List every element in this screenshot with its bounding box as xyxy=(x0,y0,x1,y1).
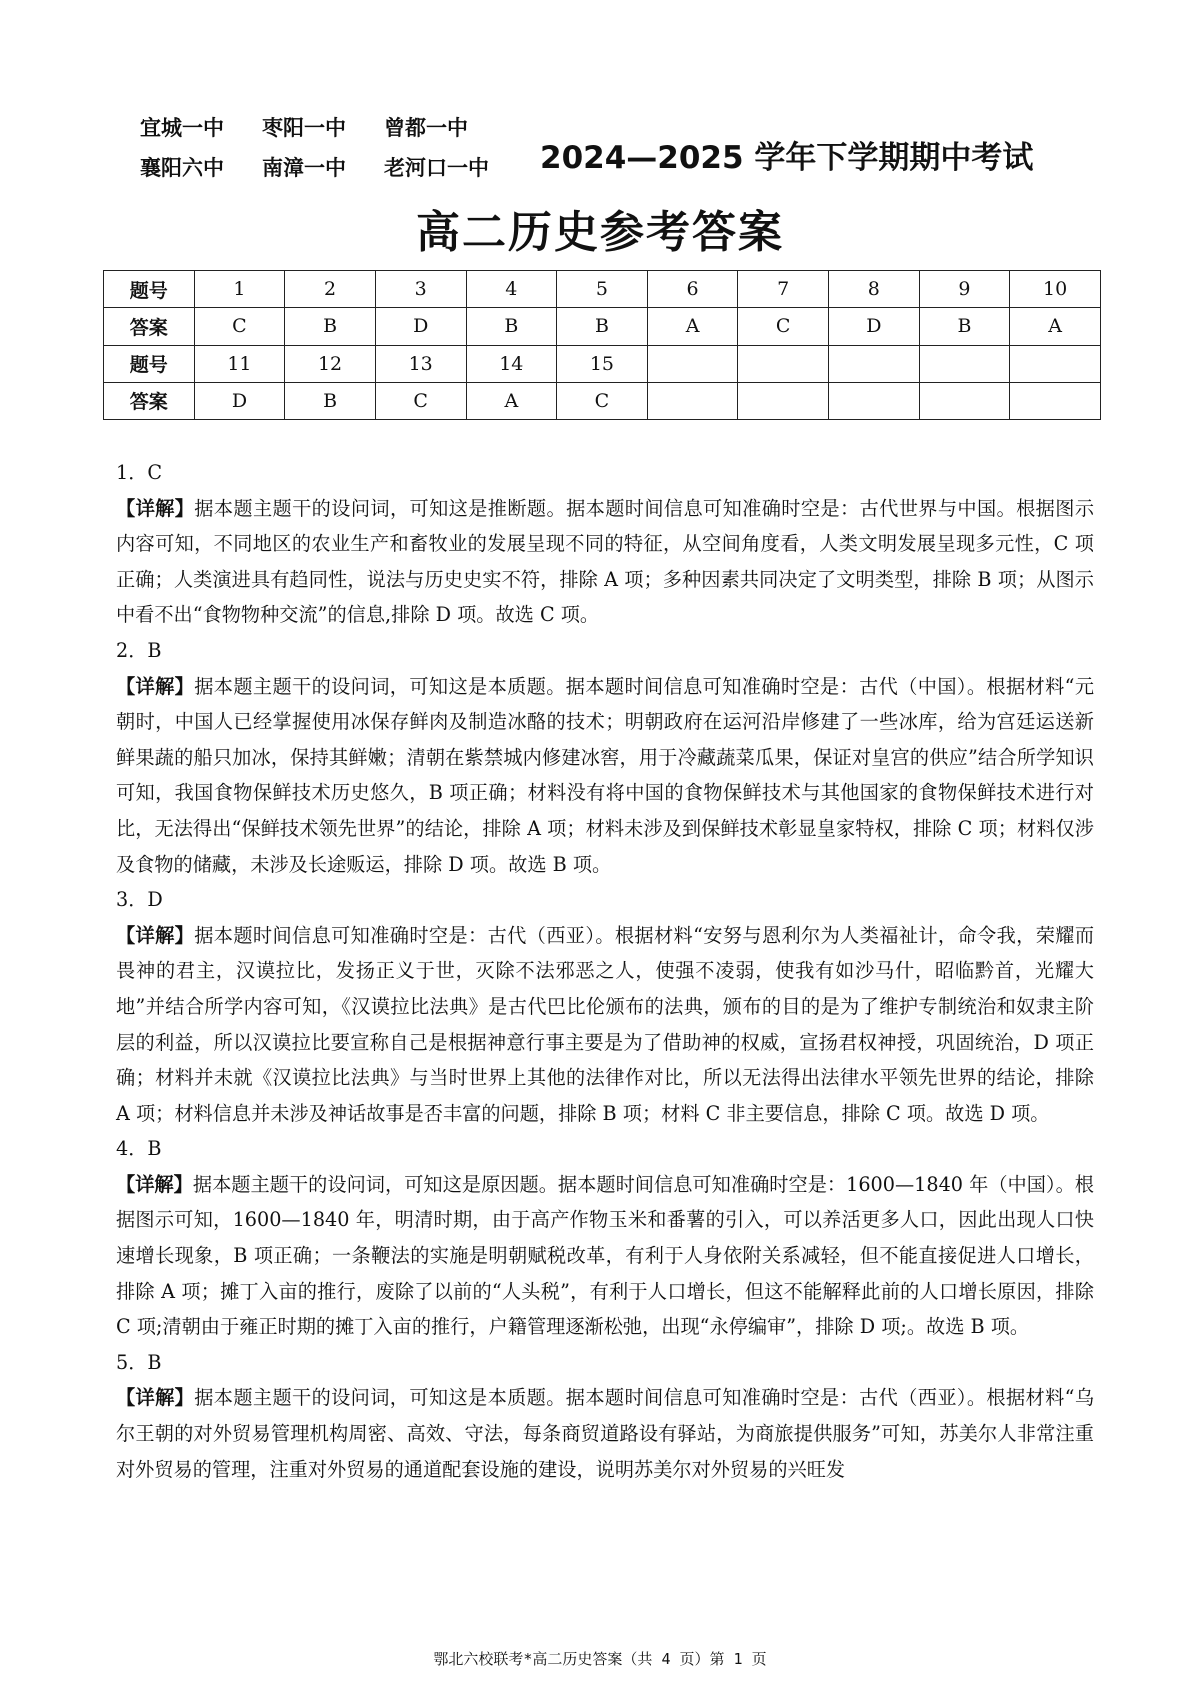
table-cell: 10 xyxy=(1010,271,1101,308)
table-cell: B xyxy=(557,308,648,345)
table-cell: 13 xyxy=(375,345,466,382)
table-cell xyxy=(919,345,1010,382)
table-cell: B xyxy=(919,308,1010,345)
explanation-label: 【详解】 xyxy=(116,496,195,520)
table-cell: A xyxy=(647,308,738,345)
explanation-text: 据本题主题干的设问词，可知这是本质题。据本题时间信息可知准确时空是：古代（西亚）。根据材料“乌尔王朝的对外贸易管理机构周密、高效、守法，每条商贸道路设有驿站，为商旅提供服务”可知，苏美尔人非常注重对外贸易的管理，注重对外贸易的通道配套设施的建设，说明苏美尔对外贸易的兴旺发 xyxy=(116,1386,1095,1481)
school-row-2 xyxy=(140,152,520,192)
table-cell: A xyxy=(466,382,557,419)
explanation-label: 【详解】 xyxy=(116,1386,195,1410)
table-cell: 4 xyxy=(466,271,557,308)
table-cell: 15 xyxy=(557,345,648,382)
row-label: 题号 xyxy=(104,345,195,382)
question-heading: 5．B xyxy=(116,1350,162,1374)
table-cell: 12 xyxy=(285,345,376,382)
table-cell: C xyxy=(194,308,285,345)
table-cell: 2 xyxy=(285,271,376,308)
explanation-paragraph xyxy=(116,669,1094,883)
explanation-body xyxy=(116,455,1094,1487)
question-heading: 2．B xyxy=(116,638,162,662)
explanation-paragraph xyxy=(116,918,1094,1132)
table-cell: 3 xyxy=(375,271,466,308)
explanation-paragraph xyxy=(116,1167,1094,1345)
table-cell xyxy=(738,382,829,419)
school-name: 南漳一中 xyxy=(262,156,346,180)
table-row xyxy=(104,345,1101,382)
exam-term: 2024—2025 学年下学期期中考试 xyxy=(540,140,1034,176)
school-name: 宜城一中 xyxy=(140,116,224,140)
school-name: 襄阳六中 xyxy=(140,156,224,180)
table-cell xyxy=(738,345,829,382)
table-cell xyxy=(829,345,920,382)
question-heading: 1．C xyxy=(116,461,163,484)
table-cell: 11 xyxy=(194,345,285,382)
explanation-text: 据本题主题干的设问词，可知这是推断题。据本题时间信息可知准确时空是：古代世界与中国。根据图示内容可知，不同地区的农业生产和畜牧业的发展呈现不同的特征，从空间角度看，人类文明发展呈现多元性，C 项正确；人类演进具有趋同性，说法与历史史实不符，排除 A 项；多种因素共同决定了文明类型，排除 B 项；从图示中看不出“食物物种交流”的信息,排除 D 项。故选 C 项。 xyxy=(116,496,1095,627)
table-cell: A xyxy=(1010,308,1101,345)
table-cell: D xyxy=(194,382,285,419)
table-cell: 5 xyxy=(557,271,648,308)
table-cell: 6 xyxy=(647,271,738,308)
explanation-text: 据本题主题干的设问词，可知这是原因题。据本题时间信息可知准确时空是：1600—1840 年（中国）。根据图示可知，1600—1840 年，明清时期，由于高产作物玉米和番薯的引入，可以养活更多人口，因此出现人口快速增长现象，B 项正确；一条鞭法的实施是明朝赋税改革，有利于人身依附关系减轻，但不能直接促进人口增长，排除 A 项；摊丁入亩的推行，废除了以前的“人头税”，有利于人口增长，但这不能解释此前的人口增长原因，排除 C 项;清朝由于雍正时期的摊丁入亩的推行，户籍管理逐渐松弛，出现“永停编审”，排除 D 项;。故选 B 项。 xyxy=(116,1172,1094,1339)
table-cell: 8 xyxy=(829,271,920,308)
table-cell xyxy=(647,382,738,419)
school-name: 老河口一中 xyxy=(384,156,489,180)
explanation-label: 【详解】 xyxy=(116,1172,193,1196)
answer-table xyxy=(103,270,1101,420)
explanation-text: 据本题主题干的设问词，可知这是本质题。据本题时间信息可知准确时空是：古代（中国）。根据材料“元朝时，中国人已经掌握使用冰保存鲜肉及制造冰酪的技术；明朝政府在运河沿岸修建了一些冰库，给为宫廷运送新鲜果蔬的船只加冰，保持其鲜嫩；清朝在紫禁城内修建冰窖，用于冷藏蔬菜瓜果，保证对皇宫的供应”结合所学知识可知，我国食物保鲜技术历史悠久，B 项正确；材料没有将中国的食物保鲜技术与其他国家的食物保鲜技术进行对比，无法得出“保鲜技术领先世界”的结论，排除 A 项；材料未涉及到保鲜技术彰显皇家特权，排除 C 项；材料仅涉及食物的储藏，未涉及长途贩运，排除 D 项。故选 B 项。 xyxy=(116,674,1095,876)
table-row xyxy=(104,308,1101,345)
table-cell xyxy=(919,382,1010,419)
table-cell: C xyxy=(375,382,466,419)
explanation-paragraph xyxy=(116,1380,1094,1487)
table-cell: C xyxy=(738,308,829,345)
table-cell: B xyxy=(285,382,376,419)
table-row xyxy=(104,382,1101,419)
table-cell: C xyxy=(557,382,648,419)
question-heading: 4．B xyxy=(116,1137,162,1161)
school-row-1 xyxy=(140,112,520,152)
school-name: 曾都一中 xyxy=(384,116,468,140)
question-heading: 3．D xyxy=(116,888,163,912)
explanation-label: 【详解】 xyxy=(116,923,195,947)
explanation-label: 【详解】 xyxy=(116,674,195,698)
table-cell: 1 xyxy=(194,271,285,308)
explanation-text: 据本题时间信息可知准确时空是：古代（西亚）。根据材料“安努与恩利尔为人类福祉计，命令我，荣耀而畏神的君主，汉谟拉比，发扬正义于世，灭除不法邪恶之人，使强不凌弱，使我有如沙马什，昭临黔首，光耀大地”并结合所学内容可知，《汉谟拉比法典》是古代巴比伦颁布的法典，颁布的目的是为了维护专制统治和奴隶主阶层的利益，所以汉谟拉比要宣称自己是根据神意行事主要是为了借助神的权威，宣扬君权神授，巩固统治，D 项正确；材料并未就《汉谟拉比法典》与当时世界上其他的法律作对比，所以无法得出法律水平领先世界的结论，排除 A 项；材料信息并未涉及神话故事是否丰富的问题，排除 B 项；材料 C 非主要信息，排除 C 项。故选 D 项。 xyxy=(116,923,1095,1125)
table-cell: 7 xyxy=(738,271,829,308)
row-label: 答案 xyxy=(104,382,195,419)
school-list xyxy=(140,112,520,192)
school-name: 枣阳一中 xyxy=(262,116,346,140)
table-cell: D xyxy=(829,308,920,345)
table-cell: 14 xyxy=(466,345,557,382)
table-cell: B xyxy=(466,308,557,345)
explanation-paragraph xyxy=(116,491,1094,633)
table-cell: B xyxy=(285,308,376,345)
table-cell xyxy=(647,345,738,382)
row-label: 题号 xyxy=(104,271,195,308)
row-label: 答案 xyxy=(104,308,195,345)
table-cell xyxy=(1010,382,1101,419)
table-row xyxy=(104,271,1101,308)
table-cell xyxy=(829,382,920,419)
table-cell: D xyxy=(375,308,466,345)
page-footer: 鄂北六校联考*高二历史答案（共 4 页）第 1 页 xyxy=(433,1650,767,1668)
table-cell: 9 xyxy=(919,271,1010,308)
table-cell xyxy=(1010,345,1101,382)
page-title: 高二历史参考答案 xyxy=(416,207,784,258)
